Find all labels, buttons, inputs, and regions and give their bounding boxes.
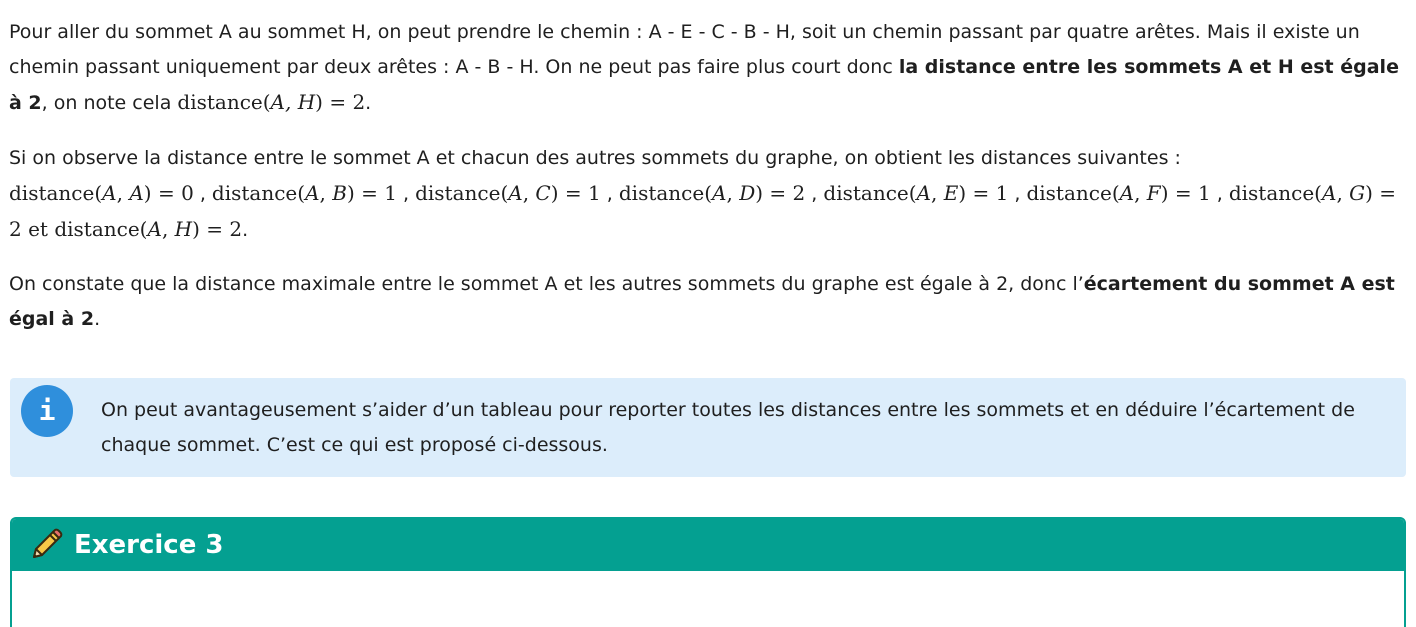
info-text: On peut avantageusement s’aider d’un tableau pour reporter toutes les distances entre les sommets et en déduire l’écartement de chaque sommet. C’est ce qui est proposé ci-dessous. [101,399,1355,456]
distance-formula: distance(A, C) = 1 [415,181,601,205]
distance-separator: . [242,219,249,241]
distance-formula: distance(A, G) = 2 [9,181,1397,241]
distance-formula: distance(A, A) = 0 [9,181,194,205]
exercise-title: Exercice 3 [74,530,224,560]
info-icon: i [21,385,73,437]
distance-formula: distance(A, F) = 1 [1026,181,1211,205]
paragraph-text: On constate que la distance maximale entre le sommet A et les autres sommets du graphe est égale à 2, donc l’ [9,273,1084,295]
distance-separator: , [396,183,416,205]
distance-separator: , [1008,183,1027,205]
distance-separator: et [21,217,55,241]
info-box [10,378,1406,477]
paragraph-ecartement: On constate que la distance maximale entre le sommet A et les autres sommets du graphe est égale à 2, donc l’écartement du sommet A est égal à 2. [9,273,1395,330]
bold-statement: écartement du sommet A est égal à 2 [9,273,1395,330]
distance-formula: distance(A, H) = 2 [54,217,243,241]
distance-formula: distance(A, E) = 1 [823,181,1009,205]
paragraph-text: Si on observe la distance entre le sommet A et chacun des autres sommets du graphe, on obtient les distances suivantes : [9,147,1181,169]
pencil-icon [28,527,64,563]
math-formula: distance(A, H) = 2 [177,90,366,114]
bold-statement: la distance entre les sommets A et H est égale à 2 [9,56,1399,114]
paragraph-text: Pour aller du sommet A au sommet H, on peut prendre le chemin : A - E - C - B - H, soit un chemin passant par quatre arêtes. Mais il existe un chemin passant uniquement par deux arêtes : A - B - H. On ne peut pas faire plus court donc [9,21,1360,78]
distance-separator: , [193,183,212,205]
distance-separator: , [600,183,619,205]
distance-separator: , [1210,183,1229,205]
exercise-block [10,517,1406,627]
paragraph-chemin: Pour aller du sommet A au sommet H, on peut prendre le chemin : A - E - C - B - H, soit un chemin passant par quatre arêtes. Mais il existe un chemin passant uniquement par deux arêtes : A - B - H. On ne peut pas faire plus court donc la distance entre les sommets A et H est égale à 2, on note cela distance(A, H) = 2. [9,21,1399,114]
distance-separator: , [805,183,824,205]
distance-formula: distance(A, D) = 2 [618,181,806,205]
exercise-header [12,519,1404,571]
distance-list [9,183,1396,241]
paragraph-text: , on note cela [41,92,178,114]
distance-formula: distance(A, B) = 1 [211,181,397,205]
paragraph-distances [9,141,1407,248]
